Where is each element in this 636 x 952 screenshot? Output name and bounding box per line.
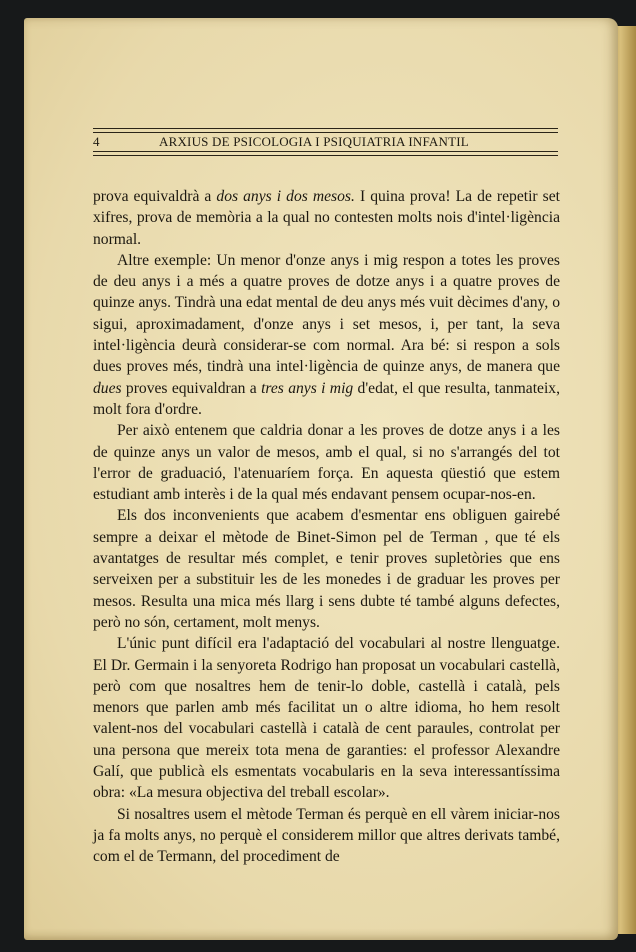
paragraph-1-part-1: prova equivaldrà a — [93, 188, 217, 205]
page-number: 4 — [93, 134, 100, 149]
paragraph-5: L'únic punt difícil era l'adaptació del vocabulari al nostre llenguatge. El Dr. Germain i la senyoreta Rodrigo han proposat un vocabulari castellà, però com que nosaltres hem de tenir-lo doble, castellà i català, pels menors que parlen amb més facilitat un o altre idioma, ho hem resolt valent-nos del vocabulari castellà i català de cent paraules, controlat per una persona que mereix tota mena de garanties: el professor Alexandre Galí, que publicà els esmentats vocabularis en la seva interessantíssima obra: «La mesura objectiva del treball escolar». — [93, 635, 560, 802]
paragraph-2-part-1: Altre exemple: Un menor d'onze anys i mig respon a totes les proves de deu anys i a més a quatre proves de dotze anys i a quatre proves de quinze anys. Tindrà una edat mental de deu anys més vuit dècimes d'any, o sigui, aproximadament, d'onze anys i set mesos, i, per tant, la seva intel·ligència deurà considerar-se com normal. Ara bé: si respon a sols dues proves més, tindrà una intel·ligència de quinze anys, de manera que — [93, 251, 560, 376]
paragraph-1-italic: dos anys i dos mesos. — [216, 188, 355, 205]
body-text — [93, 186, 560, 868]
paragraph-2-part-5: d'edat, el que resulta, tanmateix, molt fora d'ordre. — [93, 379, 560, 418]
paragraph-6: Si nosaltres usem el mètode Terman és perquè en ell vàrem iniciar-nos ja fa molts anys, no perquè el considerem millor que altres derivats també, com el de Termann, del procediment de — [93, 805, 560, 866]
paragraph-2-italic-2: tres anys i mig — [261, 379, 354, 397]
header-rule-top — [93, 128, 558, 129]
paragraph-4: Els dos inconvenients que acabem d'esmentar ens obliguen gairebé sempre a deixar el mètode de Binet-Simon pel de Terman , que té els avantatges de resultar més complet, e tenir proves supletòries que ens serveixen per a substituir les de les monedes i de graduar les proves per mesos. Resulta una mica més llarg i sens dubte té també alguns defectes, però no són, certament, molt menys. — [93, 507, 560, 631]
paragraph-2-italic-1: dues — [93, 379, 122, 397]
paragraph-2-part-3: proves equivaldran a — [121, 379, 262, 397]
header-rule-bottom-inner — [93, 155, 558, 156]
header-row — [93, 135, 558, 149]
paragraph-1-part-3: I quina prova! La de repetir set xifres, prova de memòria a la qual no contesten molts nois d'intel·ligència normal. — [93, 188, 560, 248]
paragraph-1 — [93, 186, 560, 250]
header-rule-top-inner — [93, 132, 558, 133]
header-rule-bottom — [93, 151, 558, 152]
paragraph-2 — [93, 250, 560, 420]
running-title: ARXIUS DE PSICOLOGIA I PSIQUIATRIA INFANTIL — [159, 134, 469, 149]
paragraph-3: Per això entenem que caldria donar a les proves de dotze anys i a les de quinze anys un valor de mesos, amb el qual, si no s'arrangés del tot l'error de graduació, l'atenuaríem força. En aquesta qüestió que estem estudiant amb interès i de la qual més endavant pensem ocupar-nos-en. — [93, 422, 560, 504]
page-header — [93, 128, 558, 156]
